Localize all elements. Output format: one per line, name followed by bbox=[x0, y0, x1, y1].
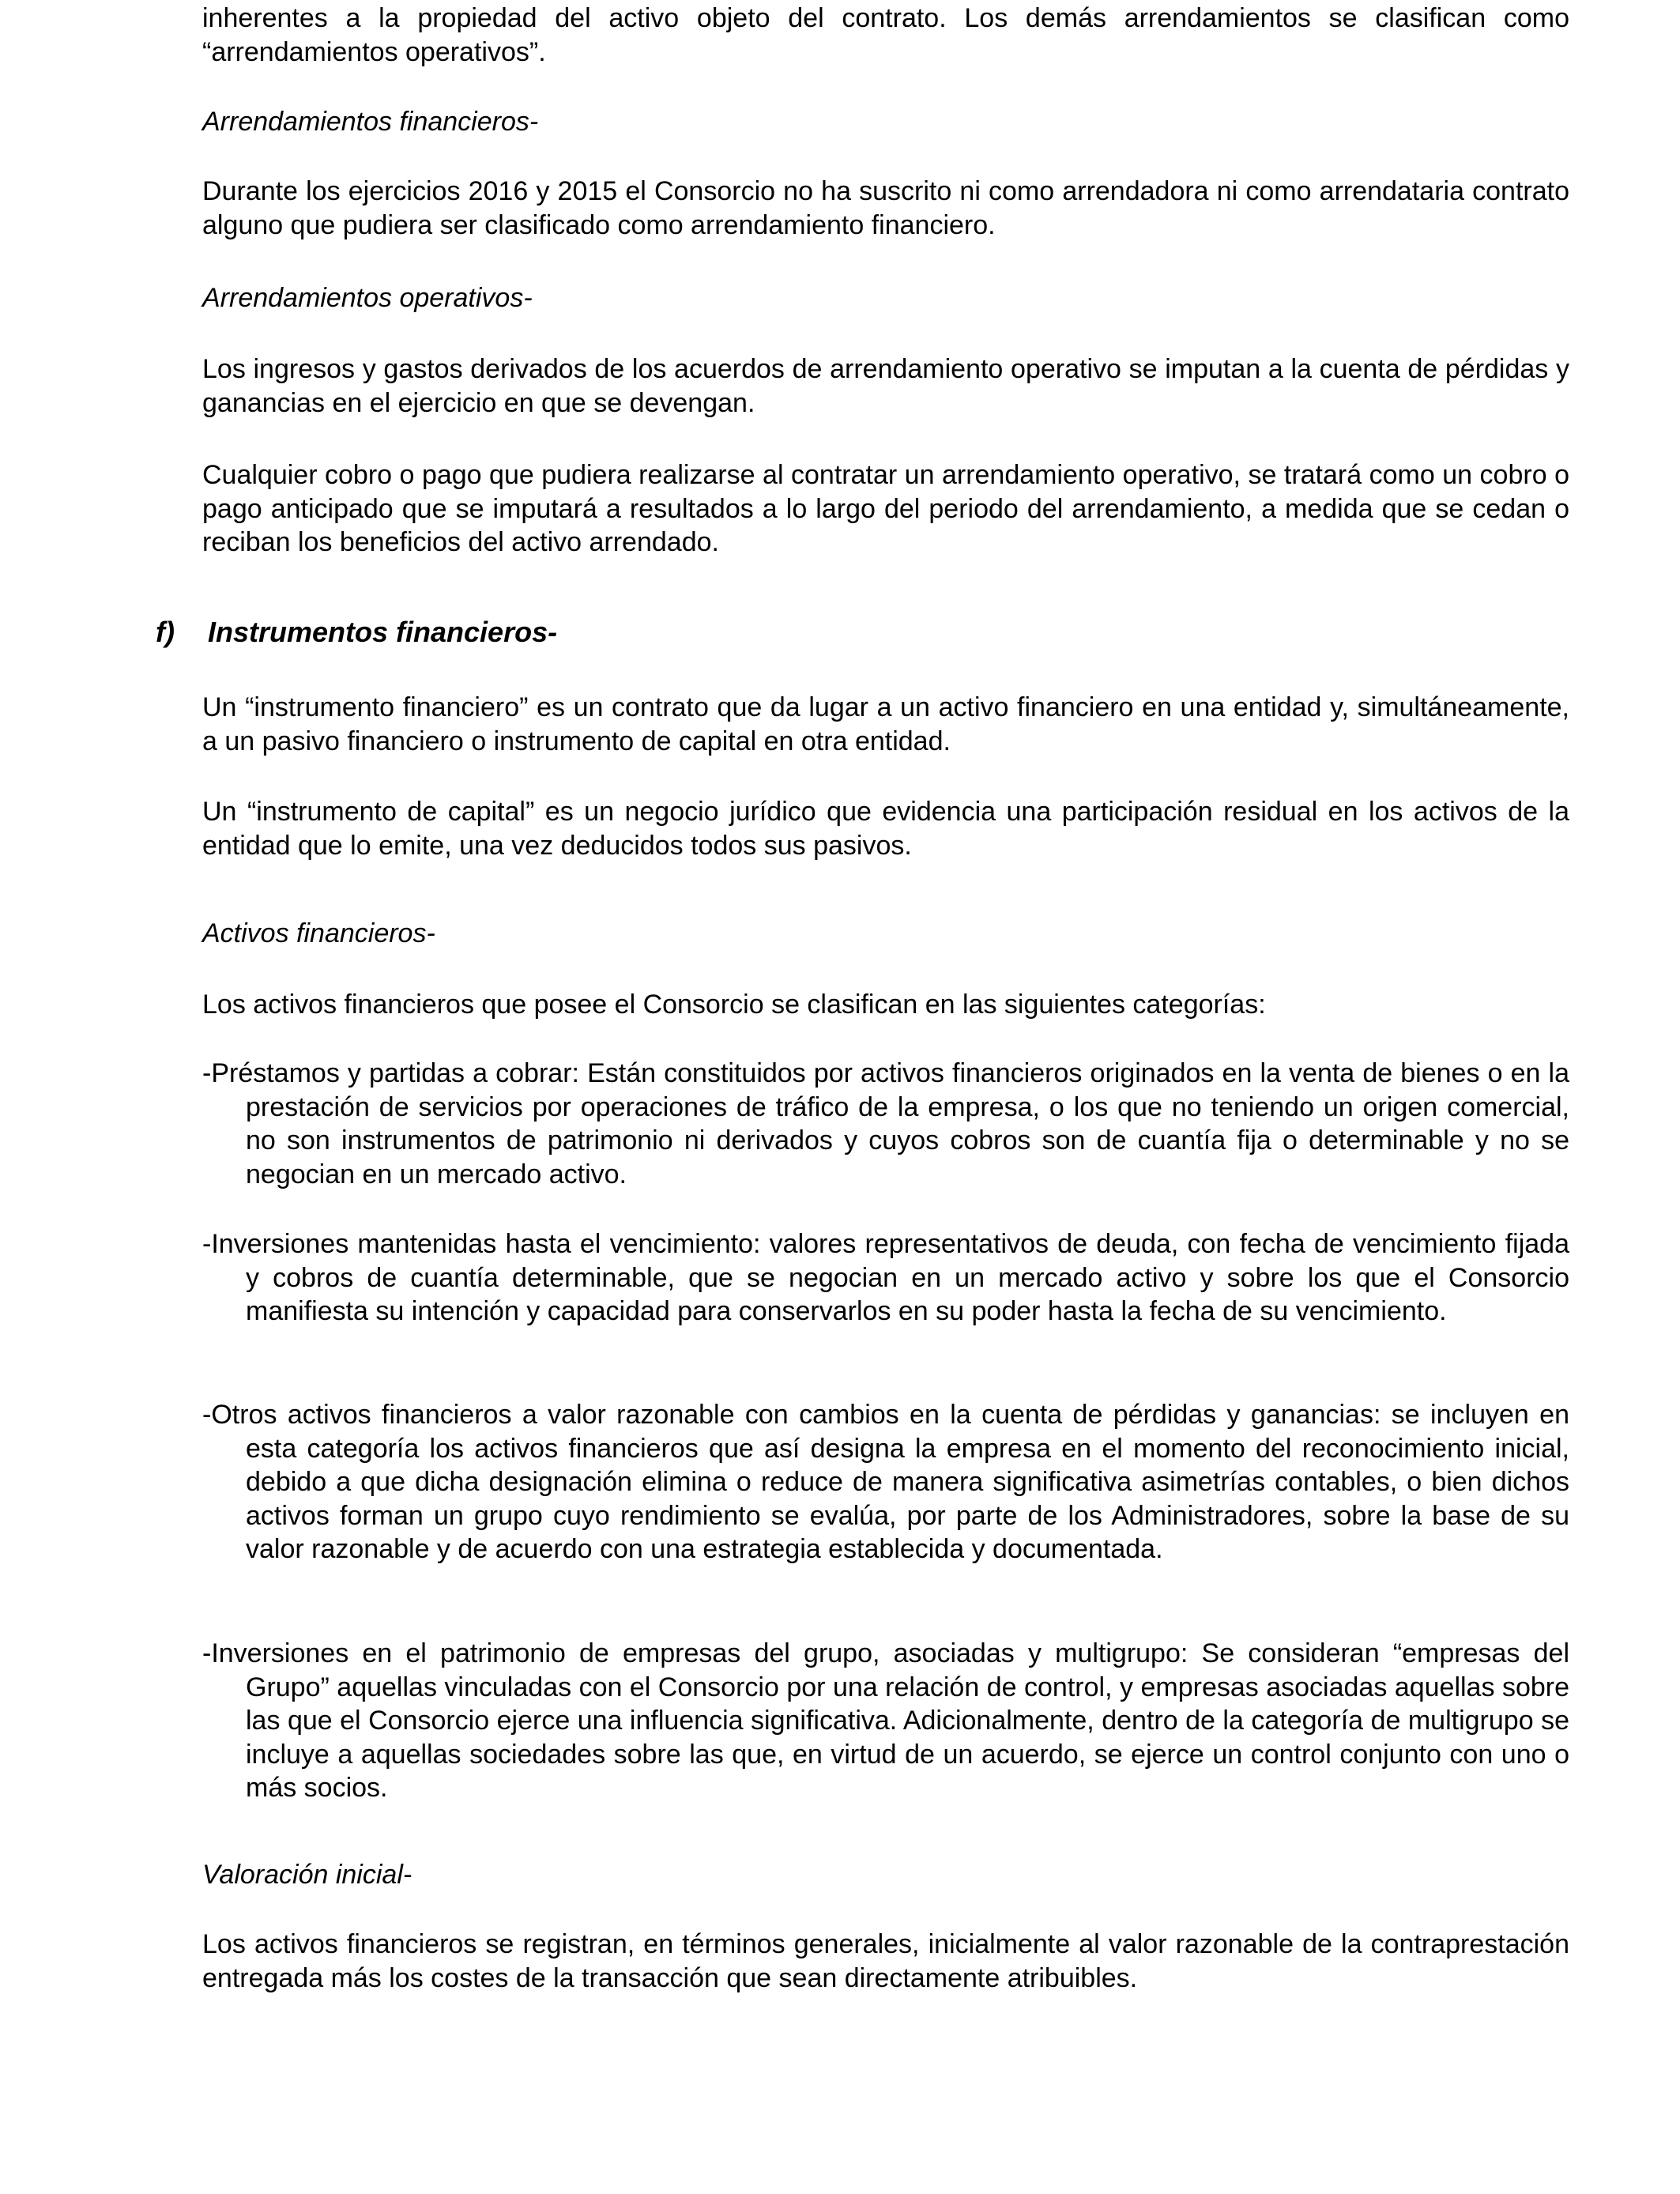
list-item-loans-receivables: -Préstamos y partidas a cobrar: Están constituidos por activos financieros originados en la venta de bienes o en la prestación de servicios por operaciones de tráfico de la empresa, o los que no teniendo un origen comercial, no son instrumentos de patrimonio ni derivados y cuyos cobros son de cuantía fija o determinable y no se negocian en un mercado activo. bbox=[202, 1058, 1569, 1189]
operating-leasing-paragraph-1: Los ingresos y gastos derivados de los acuerdos de arrendamiento operativo se imputan a la cuenta de pérdidas y ganancias en el ejercicio en que se devengan. bbox=[202, 354, 1569, 418]
capital-instrument-definition: Un “instrumento de capital” es un negocio jurídico que evidencia una participación residual en los activos de la entidad que lo emite, una vez deducidos todos sus pasivos. bbox=[202, 797, 1569, 861]
list-item-group-investments: -Inversiones en el patrimonio de empresas del grupo, asociadas y multigrupo: Se consideran “empresas del Grupo” aquellas vinculadas con el Consorcio por una relación de control, y empresas asociadas aquellas sobre las que el Consorcio ejerce una influencia significativa. Adicionalmente, dentro de la categoría de multigrupo se incluye a aquellas sociedades sobre las que, en virtud de un acuerdo, se ejerce un control conjunto con uno o más socios. bbox=[202, 1638, 1569, 1803]
list-item-fair-value-assets: -Otros activos financieros a valor razonable con cambios en la cuenta de pérdidas y ganancias: se incluyen en esta categoría los activos financieros que así designa la empresa en el momento del reconocimiento inicial, debido a que dicha designación elimina o reduce de manera significativa asimetrías contables, o bien dichos activos forman un grupo cuyo rendimiento se evalúa, por parte de los Administradores, sobre la base de su valor razonable y de acuerdo con una estrategia establecida y documentada. bbox=[202, 1400, 1569, 1564]
section-f-label: f) bbox=[156, 616, 175, 648]
section-f-heading bbox=[156, 616, 557, 649]
financial-instrument-definition: Un “instrumento financiero” es un contrato que da lugar a un activo financiero en una entidad y, simultáneamente, a un pasivo financiero o instrumento de capital en otra entidad. bbox=[202, 692, 1569, 756]
operating-leasing-heading: Arrendamientos operativos- bbox=[202, 283, 533, 313]
initial-valuation-heading: Valoración inicial- bbox=[202, 1860, 412, 1890]
initial-valuation-paragraph: Los activos financieros se registran, en términos generales, inicialmente al valor razonable de la contraprestación entregada más los costes de la transacción que sean directamente atribuibles. bbox=[202, 1929, 1569, 1993]
financial-assets-heading: Activos financieros- bbox=[202, 918, 435, 948]
financial-leasing-paragraph: Durante los ejercicios 2016 y 2015 el Consorcio no ha suscrito ni como arrendadora ni como arrendataria contrato alguno que pudiera ser clasificado como arrendamiento financiero. bbox=[202, 176, 1569, 240]
operating-leasing-paragraph-2: Cualquier cobro o pago que pudiera realizarse al contratar un arrendamiento operativo, se tratará como un cobro o pago anticipado que se imputará a resultados a lo largo del periodo del arrendamiento, a medida que se cedan o reciban los beneficios del activo arrendado. bbox=[202, 460, 1569, 557]
intro-paragraph: inherentes a la propiedad del activo objeto del contrato. Los demás arrendamientos se clasifican como “arrendamientos operativos”. bbox=[202, 3, 1569, 67]
list-item-held-to-maturity: -Inversiones mantenidas hasta el vencimiento: valores representativos de deuda, con fecha de vencimiento fijada y cobros de cuantía determinable, que se negocian en un mercado activo y sobre los que el Consorcio manifiesta su intención y capacidad para conservarlos en su poder hasta la fecha de su vencimiento. bbox=[202, 1229, 1569, 1326]
financial-leasing-heading: Arrendamientos financieros- bbox=[202, 107, 539, 137]
financial-assets-intro: Los activos financieros que posee el Consorcio se clasifican en las siguientes categorías: bbox=[202, 990, 1266, 1020]
section-f-title: Instrumentos financieros- bbox=[208, 616, 558, 648]
